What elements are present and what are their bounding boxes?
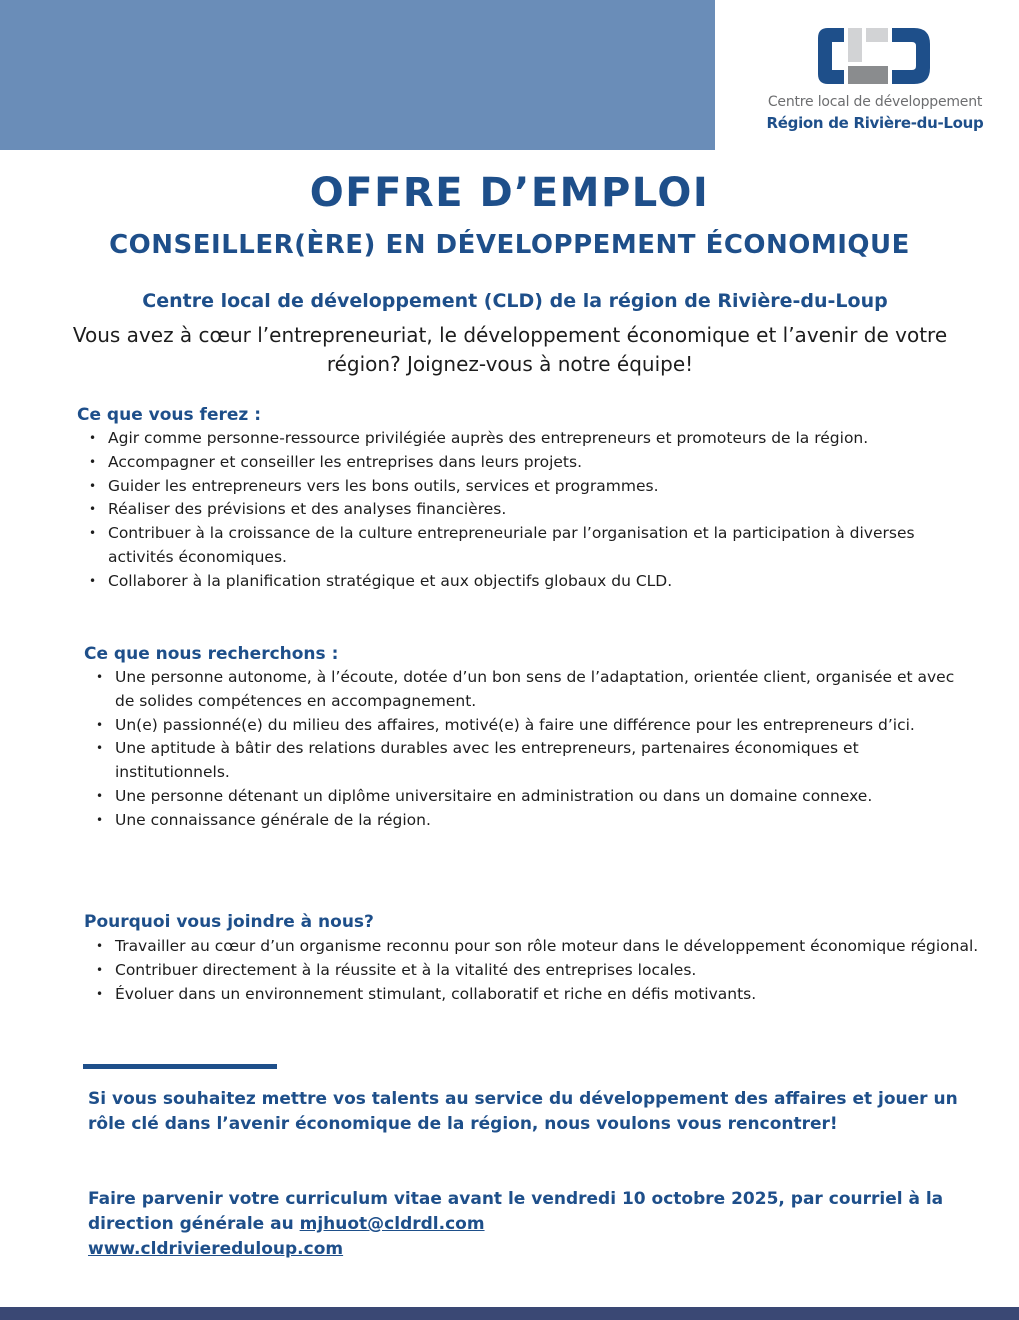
list-item: • Travailler au cœur d’un organisme reconnu pour son rôle moteur dans le développement économique régional. [85,935,985,959]
intro-text: Vous avez à cœur l’entrepreneuriat, le développement économique et l’avenir de votre région? Joignez-vous à notre équipe! [72,323,948,376]
logo-line-organization: Centre local de développement [767,94,983,110]
closing-text: Si vous souhaitez mettre vos talents au service du développement des affaires et jouer un rôle clé dans l’avenir économique de la région, nous voulons vous rencontrer! [88,1089,958,1134]
website-link[interactable]: www.cldriviereduloup.com [88,1239,344,1259]
page-title: OFFRE D’EMPLOI [309,170,710,216]
list-item: • Accompagner et conseiller les entreprises dans leurs projets. [78,451,968,475]
apply-instructions [88,1187,958,1262]
logo-line-region: Région de Rivière-du-Loup [766,114,984,132]
email-link[interactable]: mjhuot@cldrdl.com [299,1214,485,1234]
header-band [0,0,715,150]
list-item: • Une connaissance générale de la région. [85,809,975,833]
divider [83,1064,277,1069]
list-item: • Une personne autonome, à l’écoute, dotée d’un bon sens de l’adaptation, orientée client, organisée et avec de solides compétences en accompagnement. [85,666,975,714]
cld-logo [750,22,1000,142]
section-heading-requirements: Ce que nous recherchons : [84,644,339,664]
footer-band [0,1307,1019,1320]
list-item: • Réaliser des prévisions et des analyses financières. [78,498,968,522]
list-item: • Évoluer dans un environnement stimulant, collaboratif et riche en défis motivants. [85,983,985,1007]
list-item: • Contribuer directement à la réussite et à la vitalité des entreprises locales. [85,959,985,983]
list-item: • Collaborer à la planification stratégique et aux objectifs globaux du CLD. [78,570,968,594]
job-title: CONSEILLER(ÈRE) EN DÉVELOPPEMENT ÉCONOMIQUE [109,230,910,260]
cld-logo-mark-icon [818,28,930,84]
section-heading-why-join: Pourquoi vous joindre à nous? [84,912,374,932]
section-heading-tasks: Ce que vous ferez : [77,405,261,425]
list-item: • Guider les entrepreneurs vers les bons outils, services et programmes. [78,475,968,499]
apply-text: Faire parvenir votre curriculum vitae avant le vendredi 10 octobre 2025, par courriel à la direction générale au [88,1189,944,1234]
organization-name: Centre local de développement (CLD) de la région de Rivière-du-Loup [142,290,888,312]
requirements-list [85,666,975,833]
list-item: • Agir comme personne-ressource privilégiée auprès des entrepreneurs et promoteurs de la région. [78,427,968,451]
tasks-list [78,427,968,594]
list-item: • Une aptitude à bâtir des relations durables avec les entrepreneurs, partenaires économiques et institutionnels. [85,737,975,785]
why-join-list [85,935,985,1006]
list-item: • Contribuer à la croissance de la culture entrepreneuriale par l’organisation et la participation à diverses activités économiques. [78,522,968,570]
list-item: • Un(e) passionné(e) du milieu des affaires, motivé(e) à faire une différence pour les entrepreneurs d’ici. [85,714,975,738]
list-item: • Une personne détenant un diplôme universitaire en administration ou dans un domaine connexe. [85,785,975,809]
